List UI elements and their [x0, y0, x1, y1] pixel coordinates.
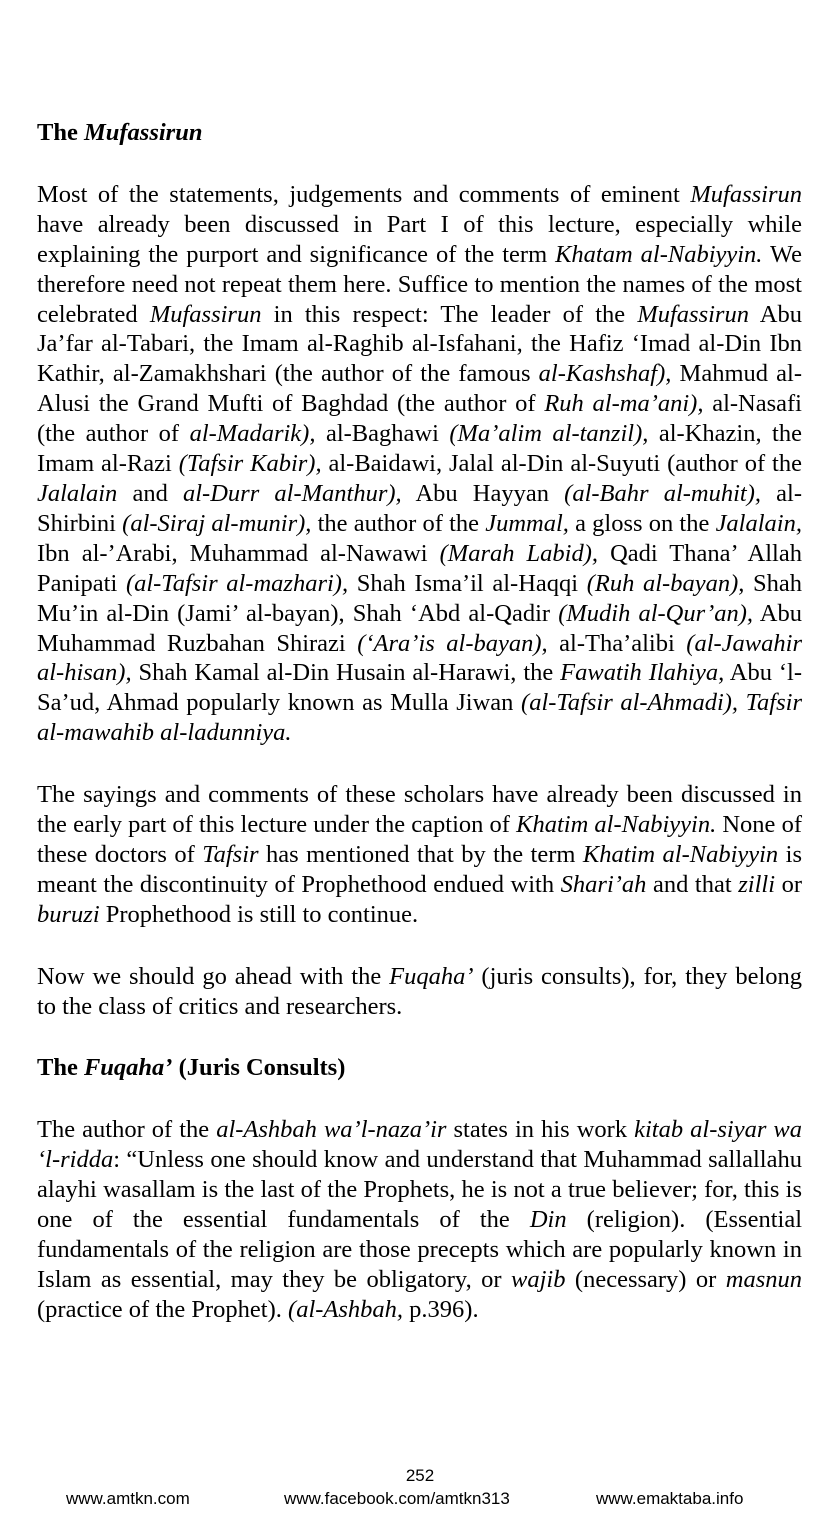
italic-term: Khatim al-Nabiyyin. [516, 811, 717, 839]
italic-term: Ruh al-ma’ani), [544, 390, 704, 418]
text-run: Now we should go ahead with the [37, 962, 390, 990]
text-run: (practice of the Prophet). [37, 1295, 289, 1323]
text-run: and [117, 479, 183, 507]
text-run: and that [646, 870, 739, 898]
page-body [37, 118, 802, 1325]
text-run: Shah Mu’in al-Din (Jami’ al-bayan), Shah ‘Abd al-Qadir [37, 569, 803, 627]
italic-term: Jalalain [37, 479, 118, 507]
italic-term: al-Ashbah wa’l-naza’ir [216, 1116, 447, 1144]
text-run: : “Unless one should know and understand that Muhammad sallallahu alayhi wasallam is the last of the Prophets, he is not a true believer; for, this is one of the essential fundamentals of the [37, 1146, 802, 1234]
text-run: has mentioned that by the term [258, 840, 583, 868]
text-run: Shah Isma’il al-Haqqi [348, 569, 587, 597]
italic-term: Khatim al-Nabiyyin [582, 840, 779, 868]
text-run: (religion). (Essential fundamentals of the religion are those precepts which are popularly known in Islam as essential, may they be obligatory, or [37, 1206, 802, 1293]
section-heading-fuqaha [37, 1053, 802, 1083]
text-run: al-Shirbini [37, 479, 802, 537]
italic-term: (‘Ara’is al-bayan), [357, 629, 548, 657]
paragraph-mufassirun-list [37, 180, 802, 748]
heading-italic: Fuqaha’ [83, 1054, 173, 1082]
italic-term: Din [529, 1206, 567, 1234]
text-run: al-Tha’alibi [547, 629, 687, 657]
footer-link-emaktaba[interactable]: www.emaktaba.info [596, 1489, 744, 1508]
italic-term: masnun [725, 1265, 802, 1293]
text-run: Abu Hayyan [401, 479, 565, 507]
text-run: The author of the [37, 1116, 217, 1144]
paragraph-scholars-comments [37, 780, 802, 930]
text-run: Most of the statements, judgements and comments of eminent [37, 180, 691, 208]
text-run: Abu Ja’far al-Tabari, the Imam al-Raghib al-Isfahani, the Hafiz ‘Imad al-Din Ibn Kathir, al-Zamakhshari (the author of the famous [37, 300, 803, 388]
text-run: or [775, 870, 802, 898]
italic-term: (Ruh al-bayan), [586, 569, 745, 597]
italic-term: al-Kashshaf), [538, 360, 672, 388]
italic-term: (al-Jawahir al-hisan), [37, 629, 802, 687]
text-run: Shah Kamal al-Din Husain al-Harawi, the [131, 659, 561, 687]
heading-prefix: The [37, 1054, 84, 1082]
text-run: (juris consults), for, they belong to the class of critics and researchers. [37, 962, 802, 1020]
italic-term: Khatam al-Nabiyyin. [555, 240, 763, 268]
italic-term: kitab al-siyar wa ‘l-ridda [37, 1116, 803, 1174]
text-run: Prophethood is still to continue. [99, 900, 419, 928]
text-run: a gloss on the [568, 509, 716, 537]
italic-term: zilli [738, 870, 775, 898]
page-number: 252 [405, 1466, 435, 1485]
italic-term: Fawatih Ilahiya, [560, 659, 725, 687]
italic-term: Mufassirun [690, 180, 802, 208]
italic-term: buruzi [37, 900, 100, 928]
italic-term: Fuqaha’ [389, 962, 474, 990]
footer-link-amtkn[interactable]: www.amtkn.com [66, 1489, 190, 1508]
italic-term: (al-Ashbah, [288, 1295, 404, 1323]
italic-term: (al-Bahr al-muhit), [564, 479, 761, 507]
italic-term: (al-Tafsir al-mazhari), [125, 569, 349, 597]
heading-prefix: The [37, 119, 84, 146]
text-run: Ibn al-’Arabi, Muhammad al-Nawawi [37, 539, 440, 567]
section-heading-mufassirun [37, 118, 802, 148]
text-run: the author of the [311, 509, 486, 537]
italic-term: Shari’ah [560, 870, 647, 898]
italic-term: Mufassirun [637, 300, 749, 328]
italic-term: Tafsir [202, 840, 259, 868]
italic-term: wajib [511, 1265, 566, 1293]
italic-term: (al-Tafsir al-Ahmadi), Tafsir al-mawahib al-ladunniya. [37, 689, 802, 747]
italic-term: (Marah Labid), [439, 539, 599, 567]
text-run: Abu Muhammad Ruzbahan Shirazi [37, 599, 802, 657]
text-run: is meant the discontinuity of Prophethood endued with [37, 840, 802, 898]
italic-term: (Mudih al-Qur’an), [558, 599, 754, 627]
text-run: have already been discussed in Part I of this lecture, especially while explaining the purport and significance of the term [37, 210, 802, 268]
italic-term: (Tafsir Kabir), [178, 450, 322, 478]
text-run: The sayings and comments of these scholars have already been discussed in the early part of this lecture under the caption of [37, 781, 802, 839]
text-run: al-Baghawi [315, 420, 450, 448]
footer-link-facebook[interactable]: www.facebook.com/amtkn313 [284, 1489, 510, 1508]
italic-term: Jalalain, [715, 509, 802, 537]
italic-term: Jummal, [485, 509, 569, 537]
heading-suffix: (Juris Consults) [172, 1054, 346, 1082]
text-run: states in his work [446, 1116, 635, 1144]
paragraph-fuqaha-intro [37, 962, 802, 1022]
text-run: in this respect: The leader of the [261, 300, 638, 328]
text-run: (necessary) or [565, 1265, 726, 1293]
text-run: Abu ‘l-Sa’ud, Ahmad popularly known as Mulla Jiwan [37, 659, 802, 717]
text-run: Qadi Thana’ Allah Panipati [37, 539, 802, 597]
text-run: al-Khazin, the Imam al-Razi [37, 420, 802, 478]
text-run: We therefore need not repeat them here. Suffice to mention the names of the most celebrated [37, 240, 802, 328]
text-run: p.396). [403, 1295, 479, 1323]
heading-italic: Mufassirun [83, 119, 203, 146]
text-run: al-Baidawi, Jalal al-Din al-Suyuti (author of the [321, 450, 802, 478]
italic-term: (al-Siraj al-munir), [122, 509, 312, 537]
italic-term: al-Durr al-Manthur), [183, 479, 402, 507]
paragraph-ashbah-quote [37, 1115, 802, 1324]
text-run: al-Nasafi (the author of [37, 390, 802, 448]
italic-term: al-Madarik), [189, 420, 316, 448]
italic-term: Mufassirun [149, 300, 262, 328]
italic-term: (Ma’alim al-tanzil), [449, 420, 649, 448]
text-run: None of these doctors of [37, 811, 802, 868]
text-run: Mahmud al-Alusi the Grand Mufti of Baghdad (the author of [37, 360, 802, 418]
